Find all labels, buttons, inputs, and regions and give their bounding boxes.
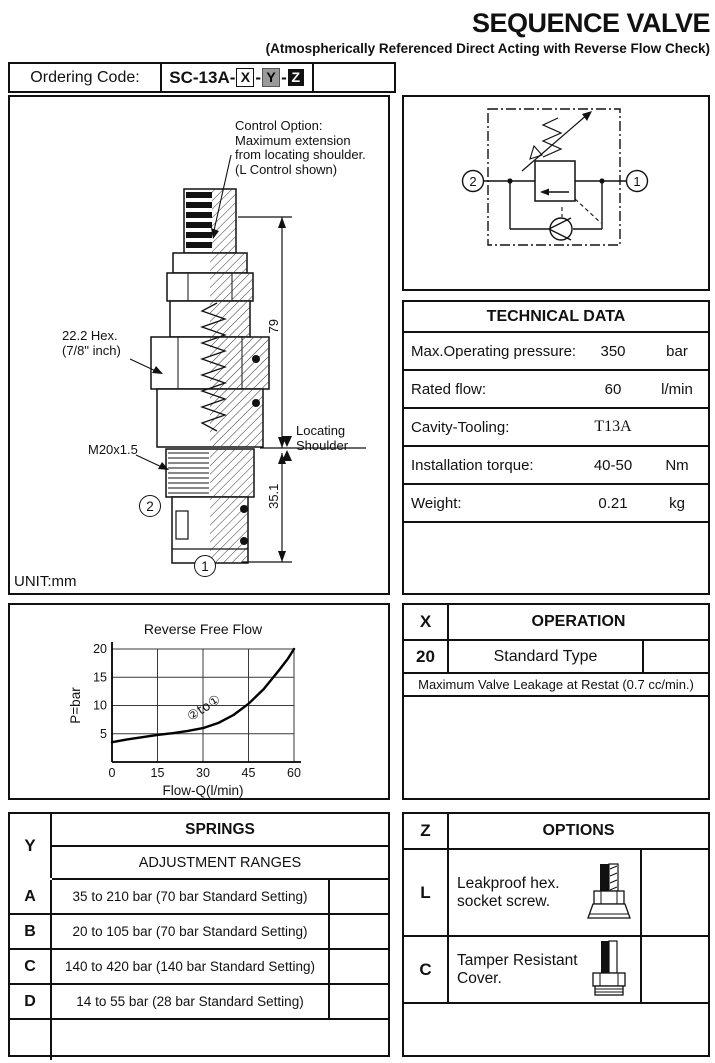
check-valve-symbol <box>550 218 572 240</box>
operation-key-header: X <box>404 605 449 639</box>
unit-note: UNIT:mm <box>14 573 77 590</box>
code-separator: - <box>281 67 287 87</box>
spring-row: C 140 to 420 bar (140 bar Standard Setting) <box>10 950 388 985</box>
technical-row: Weight: 0.21 kg <box>404 485 708 523</box>
springs-empty-row <box>10 1020 388 1060</box>
svg-text:P=bar: P=bar <box>68 687 83 724</box>
schematic-port-1: 1 <box>633 174 641 189</box>
svg-text:10: 10 <box>93 698 107 713</box>
schematic-port-2: 2 <box>469 174 477 189</box>
operation-note: Maximum Valve Leakage at Restat (0.7 cc/min.) <box>404 674 708 697</box>
page-subtitle: (Atmospherically Referenced Direct Acting with Reverse Flow Check) <box>265 41 710 56</box>
page-title: SEQUENCE VALVE <box>471 8 710 38</box>
dim-35-1-label: 35.1 <box>265 483 281 509</box>
spring-row: A 35 to 210 bar (70 bar Standard Setting) <box>10 880 388 915</box>
technical-row: Cavity-Tooling: T13A <box>404 409 708 447</box>
technical-row: Installation torque: 40-50 Nm <box>404 447 708 485</box>
valve-drawing-panel <box>8 95 390 595</box>
svg-text:5: 5 <box>100 726 107 741</box>
valve-symbol-square <box>535 161 575 201</box>
operation-row-label: Standard Type <box>449 641 644 672</box>
svg-text:②to①: ②to① <box>184 692 224 725</box>
svg-text:Flow-Q(l/min): Flow-Q(l/min) <box>162 783 244 798</box>
hex-socket-screw-icon <box>580 860 638 926</box>
svg-text:15: 15 <box>150 766 165 780</box>
svg-text:30: 30 <box>196 766 210 780</box>
springs-panel <box>8 812 390 1057</box>
ordering-code-value <box>160 64 314 91</box>
code-separator: - <box>255 67 262 87</box>
reverse-free-flow-chart <box>10 605 388 798</box>
port-2-badge: 2 <box>139 495 161 517</box>
chart-panel <box>8 603 390 800</box>
technical-data-panel <box>402 300 710 595</box>
svg-text:0: 0 <box>108 766 116 780</box>
technical-row: Rated flow: 60 l/min <box>404 371 708 409</box>
options-title: OPTIONS <box>542 822 615 839</box>
tamper-resistant-cover-icon <box>580 939 638 1001</box>
adjustment-arrow <box>582 111 592 121</box>
hex-size-label: 22.2 Hex. (7/8" inch) <box>62 328 121 358</box>
option-row: C Tamper Resistant Cover. <box>404 937 708 1004</box>
operation-panel <box>402 603 710 800</box>
operation-row-key: 20 <box>404 641 449 672</box>
technical-data-title: TECHNICAL DATA <box>404 302 708 333</box>
svg-text:60: 60 <box>287 766 301 780</box>
operation-title: OPERATION <box>531 613 626 630</box>
ordering-code-prefix: SC-13A- <box>169 67 236 87</box>
port-1-badge: 1 <box>194 555 216 577</box>
thread-size-label: M20x1.5 <box>88 442 138 457</box>
ordering-code-label: Ordering Code: <box>30 68 140 86</box>
operation-row <box>404 641 708 674</box>
option-row: L Leakproof hex. socket screw. <box>404 850 708 937</box>
spring-row: B 20 to 105 bar (70 bar Standard Setting) <box>10 915 388 950</box>
code-x-box: X <box>236 68 254 87</box>
spring-row: D 14 to 55 bar (28 bar Standard Setting) <box>10 985 388 1020</box>
locating-shoulder-label: Locating Shoulder <box>296 423 349 453</box>
dim-79-label: 79 <box>265 319 281 334</box>
technical-row: Max.Operating pressure: 350 bar <box>404 333 708 371</box>
springs-title: SPRINGS <box>52 814 388 847</box>
svg-text:45: 45 <box>241 766 256 780</box>
schematic-panel <box>402 95 710 291</box>
options-key-header: Z <box>404 814 449 848</box>
code-y-box: Y <box>262 68 280 87</box>
control-option-note: Control Option: Maximum extension from locating shoulder. (L Control shown) <box>235 118 366 177</box>
hydraulic-schematic-diagram <box>404 97 708 289</box>
svg-text:20: 20 <box>93 642 107 656</box>
options-panel <box>402 812 710 1057</box>
svg-text:Reverse Free Flow: Reverse Free Flow <box>143 621 263 637</box>
springs-subtitle: ADJUSTMENT RANGES <box>52 847 388 880</box>
svg-text:15: 15 <box>93 670 107 685</box>
ordering-code-empty-cell <box>314 64 394 91</box>
code-z-box: Z <box>288 69 304 86</box>
springs-key-header: Y <box>10 814 52 878</box>
ordering-code-box <box>8 62 396 93</box>
operation-row-empty-cell <box>644 641 708 672</box>
